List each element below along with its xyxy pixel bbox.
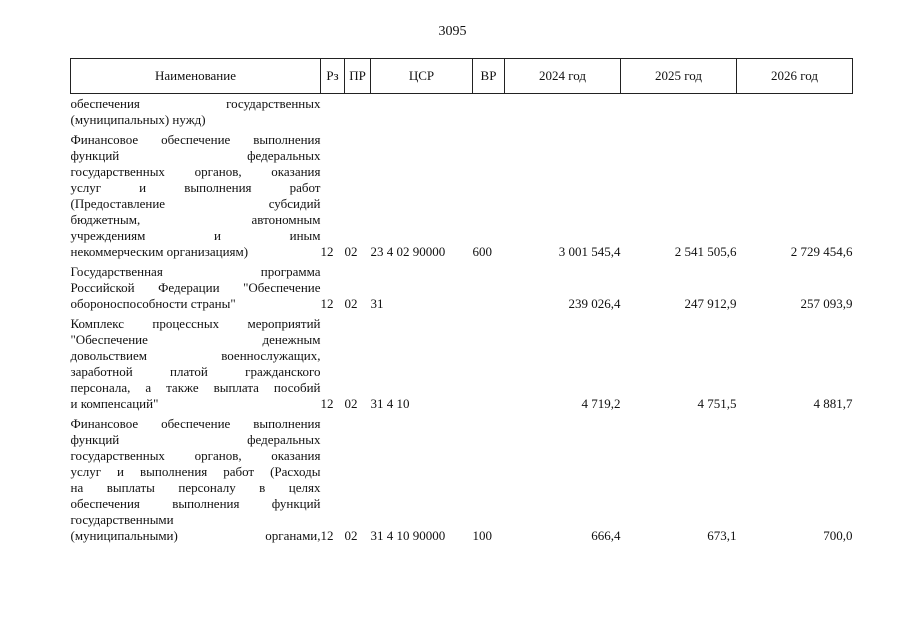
row-name-line: Финансовое обеспечение выполнения <box>70 132 321 147</box>
page-number: 3095 <box>438 24 467 39</box>
row-name-line: государственных органов, оказания <box>70 164 321 179</box>
row-name-line: Комплекс процессных мероприятий <box>70 316 321 331</box>
row-name <box>71 316 321 412</box>
row-name-line: довольствием военнослужащих, <box>70 348 321 363</box>
row-value-2026: 700,0 <box>823 528 853 543</box>
row-csr: 31 4 10 90000 <box>370 528 446 543</box>
row-name-line: функций федеральных <box>70 148 321 163</box>
row-csr: 31 <box>370 296 384 311</box>
row-value-2025: 2 541 505,6 <box>674 244 737 259</box>
row-value-2024: 666,4 <box>591 528 621 543</box>
row-csr <box>371 94 473 129</box>
row-vr: 100 <box>472 528 492 543</box>
row-value-2025 <box>621 94 737 129</box>
row-name-line: обеспечения государственных <box>70 96 321 111</box>
row-name-line: (муниципальными) органами, <box>70 528 321 543</box>
row-rz <box>321 94 345 129</box>
table-body <box>71 94 853 545</box>
row-value-2026: 2 729 454,6 <box>790 244 853 259</box>
row-name-line: Финансовое обеспечение выполнения <box>70 416 321 431</box>
row-name-line: обеспечения выполнения функций <box>70 496 321 511</box>
row-rz: 12 <box>320 396 334 411</box>
row-pr <box>345 94 371 129</box>
row-csr: 31 4 10 <box>370 396 410 411</box>
row-name-line: услуг и выполнения работ (Расходы <box>70 464 321 479</box>
row-name-line: заработной платой гражданского <box>70 364 321 379</box>
column-header-name: Наименование <box>71 59 321 94</box>
row-value-2025: 247 912,9 <box>684 296 737 311</box>
row-value-2024 <box>505 94 621 129</box>
row-rz: 12 <box>320 244 334 259</box>
row-value-2026 <box>737 94 853 129</box>
row-name-line: государственными <box>70 512 174 527</box>
column-header-pr: ПР <box>345 59 371 94</box>
table-row <box>71 416 853 544</box>
row-pr: 02 <box>344 396 358 411</box>
budget-table <box>70 58 853 544</box>
row-name-line: (Предоставление субсидий <box>70 196 321 211</box>
table-row <box>71 132 853 260</box>
row-name-line: персонала, а также выплата пособий <box>70 380 321 395</box>
row-name-line: услуг и выполнения работ <box>70 180 321 195</box>
row-value-2025: 673,1 <box>707 528 737 543</box>
row-name <box>71 264 321 312</box>
row-name-line: обороноспособности страны" <box>70 296 236 311</box>
row-vr <box>473 264 505 312</box>
row-name <box>71 416 321 544</box>
column-header-csr: ЦСР <box>371 59 473 94</box>
column-header-rz: Рз <box>321 59 345 94</box>
row-name-line: и компенсаций" <box>70 396 159 411</box>
row-value-2026: 257 093,9 <box>800 296 853 311</box>
table-row <box>71 316 853 412</box>
row-name-line: "Обеспечение денежным <box>70 332 321 347</box>
row-name-line: государственных органов, оказания <box>70 448 321 463</box>
row-value-2024: 3 001 545,4 <box>558 244 621 259</box>
row-pr: 02 <box>344 528 358 543</box>
row-pr: 02 <box>344 244 358 259</box>
row-name-line: на выплаты персоналу в целях <box>70 480 321 495</box>
column-header-vr: ВР <box>473 59 505 94</box>
row-pr: 02 <box>344 296 358 311</box>
row-name-line: бюджетным, автономным <box>70 212 321 227</box>
row-vr <box>473 94 505 129</box>
row-rz: 12 <box>320 296 334 311</box>
column-header-2025: 2025 год <box>621 59 737 94</box>
row-value-2024: 239 026,4 <box>568 296 621 311</box>
row-csr: 23 4 02 90000 <box>370 244 446 259</box>
row-name-line: Российской Федерации "Обеспечение <box>70 280 321 295</box>
row-vr <box>473 316 505 412</box>
row-name-line: функций федеральных <box>70 432 321 447</box>
table-row <box>71 264 853 312</box>
row-name <box>71 94 321 129</box>
row-name-line: (муниципальных) нужд) <box>70 112 206 127</box>
row-value-2026: 4 881,7 <box>813 396 853 411</box>
row-vr: 600 <box>472 244 492 259</box>
column-header-2024: 2024 год <box>505 59 621 94</box>
row-name-line: некоммерческим организациям) <box>70 244 249 259</box>
column-header-2026: 2026 год <box>737 59 853 94</box>
row-name-line: учреждениям и иным <box>70 228 321 243</box>
row-rz: 12 <box>320 528 334 543</box>
table-header-row <box>71 59 853 94</box>
row-name <box>71 132 321 260</box>
row-name-line: Государственная программа <box>70 264 321 279</box>
row-value-2024: 4 719,2 <box>581 396 621 411</box>
table-row <box>71 94 853 129</box>
row-value-2025: 4 751,5 <box>697 396 737 411</box>
